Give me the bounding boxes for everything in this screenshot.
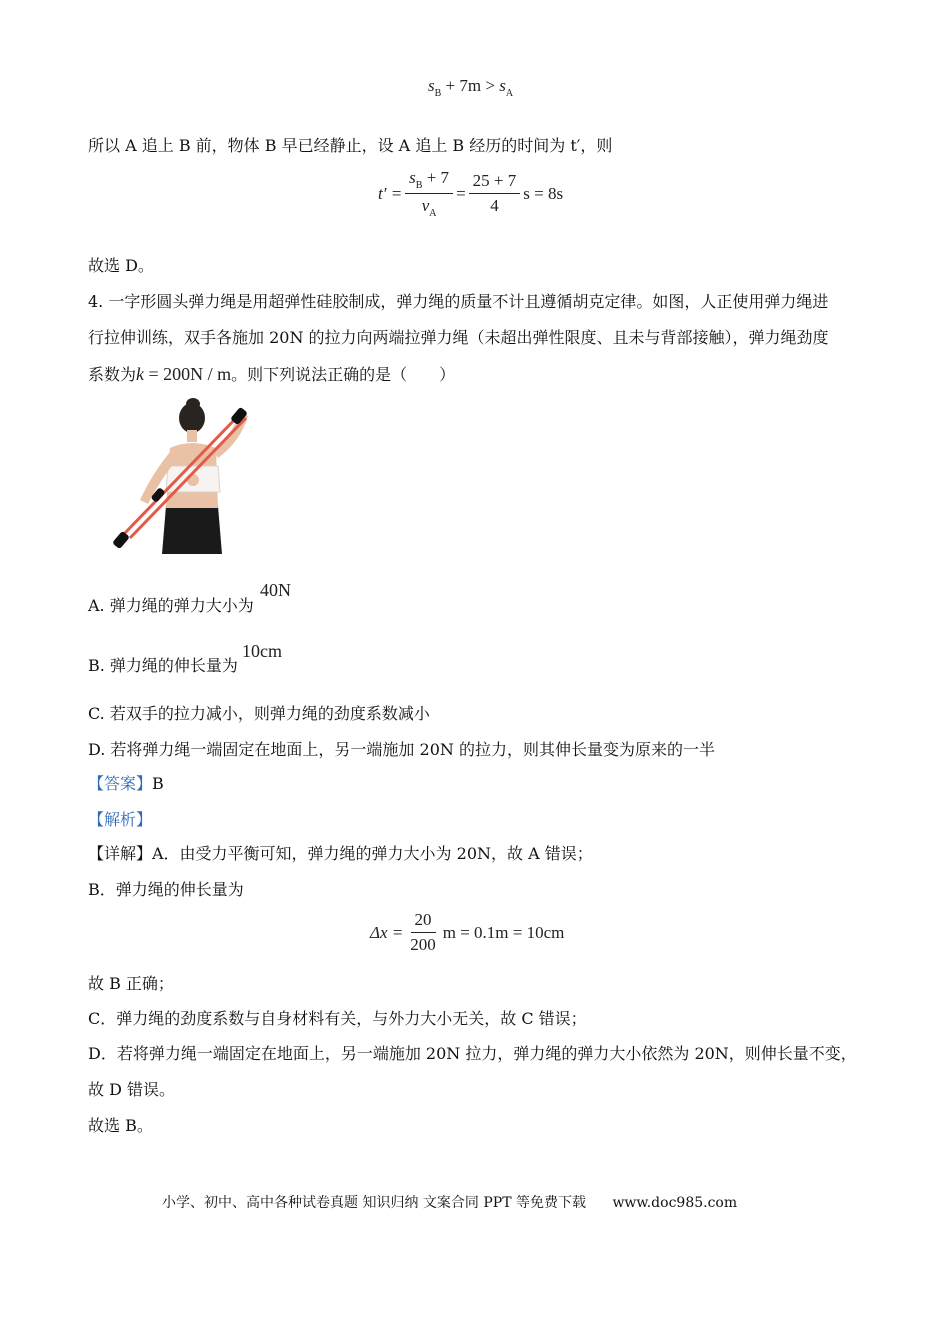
question-line-2: 行拉伸训练，双手各施加 20N 的拉力向两端拉弹力绳（未超出弹性限度、且未与背部接触），弹力绳劲度: [88, 328, 829, 347]
eq-equals: =: [456, 183, 466, 203]
option-a-value: 40N: [260, 580, 291, 600]
answer: [88, 774, 164, 794]
question-line-3-post: 。则下列说法正确的是（ ）: [231, 365, 456, 384]
eq-s2: s: [499, 76, 506, 95]
equation-time: [378, 168, 563, 219]
k-symbol: k: [136, 364, 145, 384]
footer-text: 小学、初中、高中各种试卷真题 知识归纳 文案合同 PPT 等免费下载: [162, 1195, 586, 1211]
eq-den2: 4: [490, 196, 499, 215]
option-a-text: A. 弹力绳的弹力大小为: [88, 596, 254, 615]
woman-resistance-band-photo: [100, 396, 260, 556]
detail-conclusion: 故选 B。: [88, 1116, 153, 1135]
answer-label: 【答案】: [88, 774, 153, 793]
eq-dx-num: 20: [411, 910, 436, 933]
eq-den-v: v: [421, 196, 430, 215]
question-line-3: [88, 364, 455, 385]
detail-line-b: B．弹力绳的伸长量为: [88, 880, 244, 899]
eq-den-sub: A: [429, 208, 437, 219]
eq-t-lhs: t′ =: [378, 183, 403, 203]
option-d: D. 若将弹力绳一端固定在地面上，另一端施加 20N 的拉力，则其伸长量变为原来的一半: [88, 740, 715, 759]
eq-mid: + 7m >: [445, 76, 495, 95]
detail-line-d2: 故 D 错误。: [88, 1080, 176, 1099]
option-b: [88, 656, 238, 676]
question-line-1: 4. 一字形圆头弹力绳是用超弹性硅胶制成，弹力绳的质量不计且遵循胡克定律。如图，人正使用弹力绳进: [88, 292, 829, 311]
eq-num-sub: B: [415, 180, 423, 191]
eq-s: s: [428, 76, 435, 95]
option-c: C. 若双手的拉力减小，则弹力绳的劲度系数减小: [88, 704, 430, 723]
option-a: [88, 596, 254, 616]
detail-line-c: C．弹力绳的劲度系数与自身材料有关，与外力大小无关，故 C 错误；: [88, 1009, 587, 1028]
option-b-text: B. 弹力绳的伸长量为: [88, 656, 238, 675]
eq-dx-lhs: Δx =: [370, 922, 404, 942]
k-value: = 200N / m: [144, 364, 232, 384]
paragraph-catch-up: 所以 A 追上 B 前，物体 B 早已经静止，设 A 追上 B 经历的时间为 t′，则: [88, 136, 613, 155]
eq-sub-a: A: [505, 88, 514, 99]
eq-num-s: s: [409, 168, 416, 187]
question-line-3-pre: 系数为: [88, 365, 137, 384]
footer-url[interactable]: www.doc985.com: [612, 1195, 738, 1211]
fraction-20-over-200: [406, 910, 440, 955]
equation-sb-compare: [428, 76, 514, 99]
fraction-sb-over-va: [405, 168, 453, 219]
eq-num2: 25 + 7: [469, 171, 521, 194]
analysis-label: 【解析】: [88, 810, 153, 829]
option-b-value: 10cm: [242, 641, 282, 661]
eq-dx-rhs: m = 0.1m = 10cm: [442, 922, 565, 942]
eq-num-rest: + 7: [422, 168, 450, 187]
fraction-32-over-4: [469, 171, 521, 216]
footer: [162, 1192, 737, 1212]
detail-b-correct: 故 B 正确；: [88, 974, 174, 993]
detail-line-a: 【详解】A．由受力平衡可知，弹力绳的弹力大小为 20N，故 A 错误；: [88, 844, 593, 863]
equation-delta-x: [370, 910, 564, 955]
eq-dx-den: 200: [410, 935, 436, 954]
answer-value: B: [152, 774, 164, 793]
eq-rhs: s = 8s: [523, 183, 564, 203]
conclusion-d: 故选 D。: [88, 256, 154, 275]
eq-sub-b: B: [434, 88, 442, 99]
detail-line-d1: D．若将弹力绳一端固定在地面上，另一端施加 20N 拉力，弹力绳的弹力大小依然为 20N，则伸长量不变，: [88, 1044, 857, 1063]
